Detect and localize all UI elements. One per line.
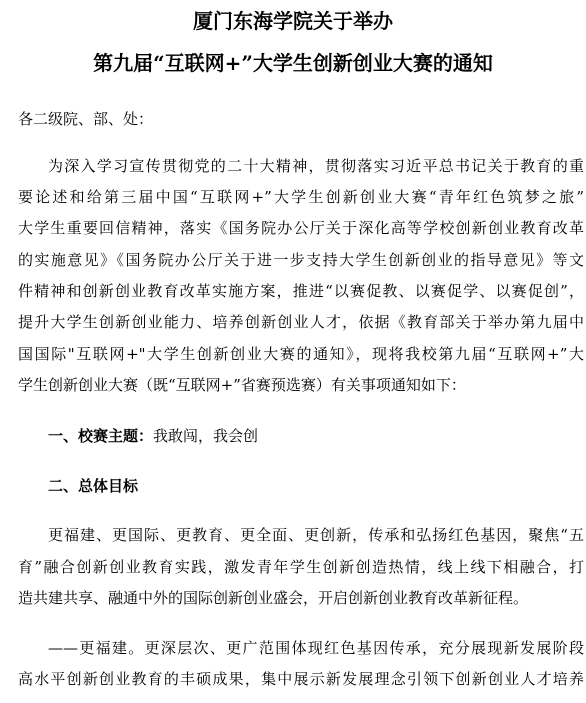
salutation: 各二级院、部、处： — [18, 110, 154, 128]
intro-line: 为深入学习宣传贯彻党的二十大精神，贯彻落实习近平总书记关于教育的重 — [48, 157, 584, 175]
intro-line: 件精神和创新创业教育改革实施方案，推进“以赛促教、以赛促学、以赛促创”， — [18, 282, 584, 300]
section-1-heading — [48, 425, 258, 447]
goal-line: 造共建共享、融通中外的国际创新创业盛会，开启创新创业教育改革新征程。 — [18, 589, 529, 607]
section-1-label: 一、校赛主题： — [48, 427, 154, 445]
intro-line: 学生创新创业大赛（既“互联网+”省赛预选赛）有关事项通知如下： — [18, 376, 466, 394]
fujian-line: ——更福建。更深层次、更广范围体现红色基因传承，充分展现新发展阶段 — [48, 639, 584, 657]
fujian-line: 高水平创新创业教育的丰硕成果，集中展示新发展理念引领下创新创业人才培养 — [18, 670, 584, 688]
intro-line: 提升大学生创新创业能力、培养创新创业人才，依据《教育部关于举办第九届中 — [18, 313, 584, 331]
intro-line: 大学生重要回信精神，落实《国务院办公厅关于深化高等学校创新创业教育改革 — [18, 219, 584, 237]
document-title-line-2: 第九届“互联网+”大学生创新创业大赛的通知 — [93, 51, 493, 75]
section-1-text: 我敢闯，我会创 — [153, 427, 259, 445]
goal-line: 育”融合创新创业教育实践，激发青年学生创新创造热情，线上线下相融合，打 — [18, 558, 584, 576]
section-2-heading — [48, 475, 138, 497]
intro-line: 国国际"互联网+"大学生创新创业大赛的通知》，现将我校第九届“互联网+”大 — [18, 345, 584, 363]
goal-line: 更福建、更国际、更教育、更全面、更创新，传承和弘扬红色基因，聚焦“五 — [48, 526, 584, 544]
section-2-label: 二、总体目标 — [48, 477, 139, 495]
intro-line: 要论述和给第三届中国“互联网+”大学生创新创业大赛“青年红色筑梦之旅” — [18, 188, 584, 206]
document-title-line-1: 厦门东海学院关于举办 — [193, 9, 393, 33]
intro-line: 的实施意见》《国务院办公厅关于进一步支持大学生创新创业的指导意见》等文 — [18, 251, 584, 269]
